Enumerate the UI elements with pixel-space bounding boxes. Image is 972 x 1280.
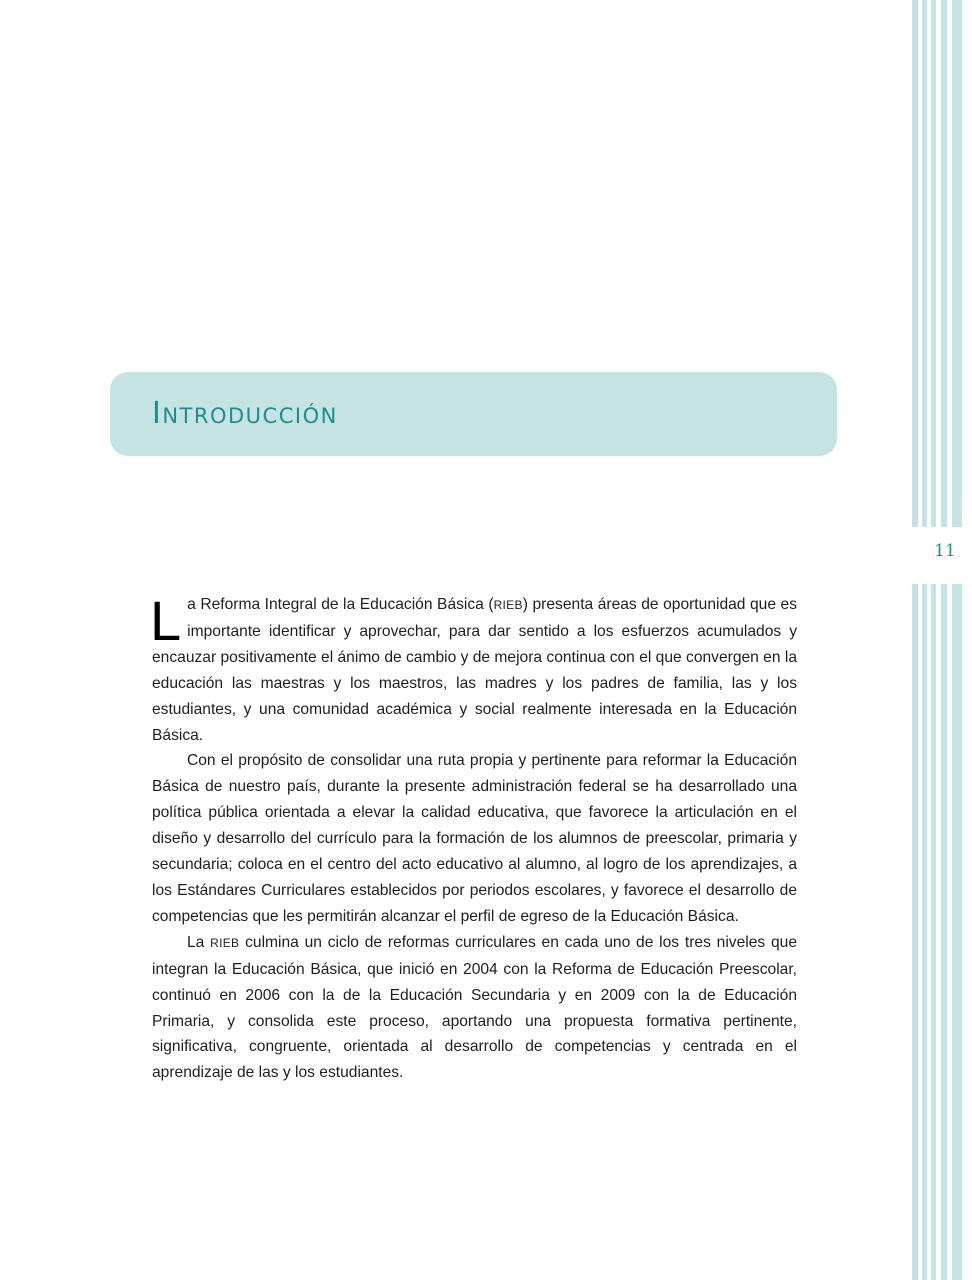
stripe bbox=[941, 0, 947, 527]
section-heading-band bbox=[110, 372, 837, 456]
stripe-group-bottom bbox=[912, 584, 972, 1280]
paragraph-3-text-b: culmina un ciclo de reformas curriculares en cada uno de los tres niveles que integran la Educación Básica, que inició en 2004 con la Reforma de Educación Preescolar, continuó en 2006 con la de la Educación Secundaria y en 2009 con la de Educación Primaria, y consolida este proceso, aportando una propuesta formativa pertinente, significativa, congruente, orientada al desarrollo de competencias y centrada en el aprendizaje de las y los estudiantes. bbox=[152, 933, 797, 1082]
paragraph-3-text-a: La bbox=[187, 933, 211, 951]
paragraph-1-text-a: a Reforma Integral de la Educación Básica ( bbox=[187, 596, 494, 613]
abbreviation-rieb: RIEB bbox=[210, 935, 240, 950]
section-title: Introducción bbox=[152, 396, 338, 431]
stripe bbox=[931, 0, 936, 527]
stripe bbox=[941, 584, 947, 1280]
stripe bbox=[922, 584, 927, 1280]
stripe bbox=[952, 584, 962, 1280]
stripe bbox=[912, 584, 918, 1280]
decorative-margin-stripes bbox=[912, 0, 972, 1280]
body-text bbox=[150, 589, 797, 1086]
abbreviation-rieb: RIEB bbox=[493, 598, 523, 612]
paragraph-1 bbox=[150, 589, 797, 748]
stripe bbox=[952, 0, 962, 527]
paragraph-1-text-b: ) presenta áreas de oportunidad que es importante identificar y aprovechar, para dar sentido a los esfuerzos acumulados y encauzar positivamente el ánimo de cambio y de mejora continua con el que convergen en la educación las maestras y los maestros, las madres y los padres de familia, las y los estudiantes, y una comunidad académica y social realmente interesada en la Educación Básica. bbox=[152, 596, 797, 744]
stripe-group-top bbox=[912, 0, 972, 527]
paragraph-2: Con el propósito de consolidar una ruta propia y pertinente para reformar la Educación Básica de nuestro país, durante la presente administración federal se ha desarrollado una política pública orientada a elevar la calidad educativa, que favorece la articulación en el diseño y desarrollo del currículo para la formación de los alumnos de preescolar, primaria y secundaria; coloca en el centro del acto educativo al alumno, al logro de los aprendizajes, a los Estándares Curriculares establecidos por periodos escolares, y favorece el desarrollo de competencias que les permitirán alcanzar el perfil de egreso de la Educación Básica. bbox=[152, 752, 797, 925]
stripe bbox=[922, 0, 927, 527]
page-number: 11 bbox=[934, 541, 956, 561]
drop-cap: L bbox=[150, 589, 182, 652]
stripe bbox=[931, 584, 936, 1280]
stripe bbox=[912, 0, 918, 527]
paragraph-3 bbox=[152, 930, 797, 1086]
